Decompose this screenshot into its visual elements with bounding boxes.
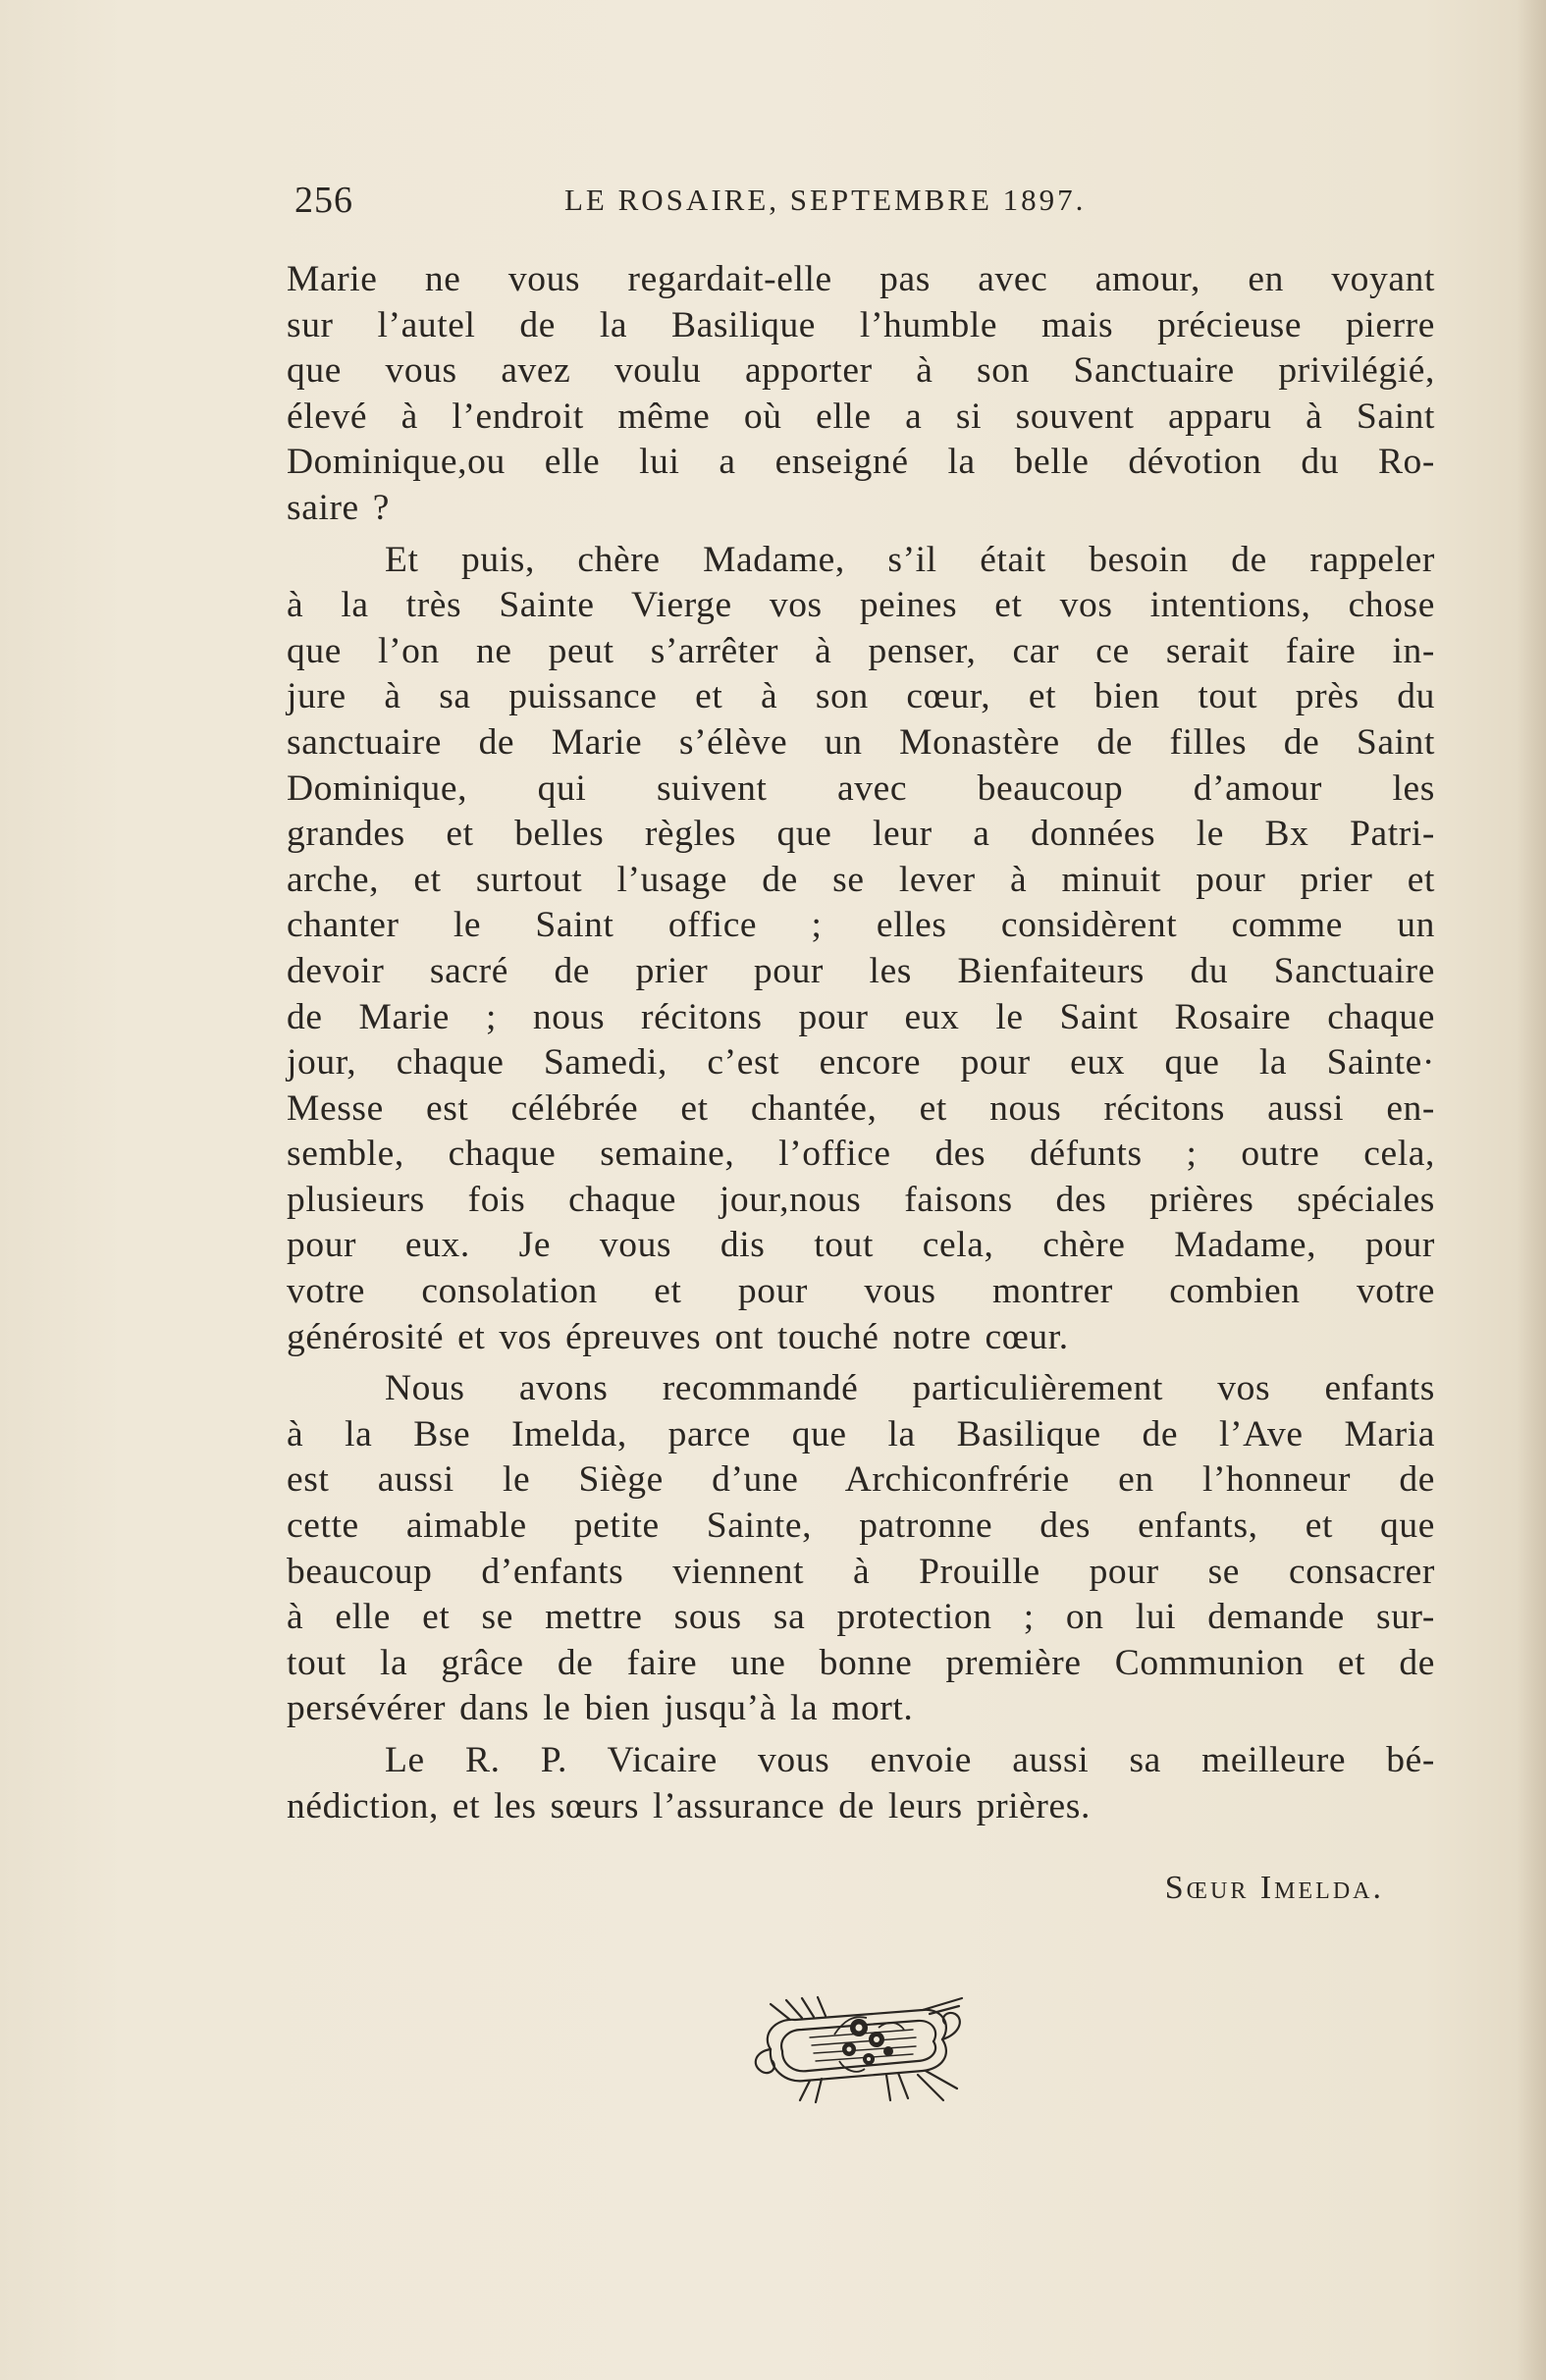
text-line: Messe est célébrée et chantée, et nous récitons aussi en- xyxy=(287,1087,1435,1129)
text-line: tout la grâce de faire une bonne première Communion et de xyxy=(287,1642,1435,1683)
paragraph xyxy=(287,257,1435,532)
text-line: sanctuaire de Marie s’élève un Monastère de filles de Saint xyxy=(287,721,1435,763)
text-line: jure à sa puissance et à son cœur, et bien tout près du xyxy=(287,676,1435,717)
text-line: est aussi le Siège d’une Archiconfrérie en l’honneur de xyxy=(287,1459,1435,1501)
text-line: cette aimable petite Sainte, patronne des enfants, et que xyxy=(287,1506,1435,1547)
floral-tailpiece-icon xyxy=(751,1990,967,2113)
text-line: que l’on ne peut s’arrêter à penser, car ce serait faire in- xyxy=(287,630,1435,671)
text-line: nédiction, et les sœurs l’assurance de leurs prières. xyxy=(287,1785,1091,1826)
text-line: Dominique,ou elle lui a enseigné la belle dévotion du Ro- xyxy=(287,442,1435,483)
text-line: chanter le Saint office ; elles considèrent comme un xyxy=(287,905,1435,946)
page-edge-shadow xyxy=(1517,0,1546,2380)
page-number: 256 xyxy=(294,180,353,221)
text-line: pour eux. Je vous dis tout cela, chère Madame, pour xyxy=(287,1225,1435,1266)
text-line: Le R. P. Vicaire vous envoie aussi sa meilleure bé- xyxy=(385,1740,1435,1780)
text-line: Nous avons recommandé particulièrement vos enfants xyxy=(385,1368,1435,1409)
text-line: plusieurs fois chaque jour,nous faisons des prières spéciales xyxy=(287,1179,1435,1220)
text-line: saire ? xyxy=(287,487,391,528)
text-line: à elle et se mettre sous sa protection ; on lui demande sur- xyxy=(287,1597,1435,1638)
text-line: générosité et vos épreuves ont touché notre cœur. xyxy=(287,1316,1069,1357)
text-line: persévérer dans le bien jusqu’à la mort. xyxy=(287,1688,914,1729)
text-line: à la très Sainte Vierge vos peines et vos intentions, chose xyxy=(287,585,1435,626)
body-text xyxy=(287,257,1435,1829)
running-head xyxy=(294,179,1168,228)
paragraph xyxy=(287,1366,1435,1732)
text-line: grandes et belles règles que leur a données le Bx Patri- xyxy=(287,814,1435,855)
text-line: Marie ne vous regardait-elle pas avec amour, en voyant xyxy=(287,259,1435,299)
text-line: à la Bse Imelda, parce que la Basilique de l’Ave Maria xyxy=(287,1413,1435,1454)
paragraph xyxy=(287,1738,1435,1829)
text-line: devoir sacré de prier pour les Bienfaiteurs du Sanctuaire xyxy=(287,950,1435,991)
text-line: Et puis, chère Madame, s’il était besoin de rappeler xyxy=(385,539,1435,580)
text-line: votre consolation et pour vous montrer combien votre xyxy=(287,1271,1435,1312)
paragraph xyxy=(287,538,1435,1361)
text-line: de Marie ; nous récitons pour eux le Saint Rosaire chaque xyxy=(287,996,1435,1037)
text-line: que vous avez voulu apporter à son Sanctuaire privilégié, xyxy=(287,350,1435,392)
running-title: LE ROSAIRE, SEPTEMBRE 1897. xyxy=(564,183,1087,217)
text-line: beaucoup d’enfants viennent à Prouille pour se consacrer xyxy=(287,1551,1435,1592)
signature: Sœur Imelda. xyxy=(1164,1870,1384,1906)
text-line: semble, chaque semaine, l’office des défunts ; outre cela, xyxy=(287,1134,1435,1175)
text-line: arche, et surtout l’usage de se lever à minuit pour prier et xyxy=(287,859,1435,900)
text-line: sur l’autel de la Basilique l’humble mais précieuse pierre xyxy=(287,304,1435,345)
text-line: Dominique, qui suivent avec beaucoup d’amour les xyxy=(287,767,1435,809)
text-line: jour, chaque Samedi, c’est encore pour eux que la Sainte· xyxy=(287,1042,1435,1084)
text-line: élevé à l’endroit même où elle a si souvent apparu à Saint xyxy=(287,396,1435,437)
